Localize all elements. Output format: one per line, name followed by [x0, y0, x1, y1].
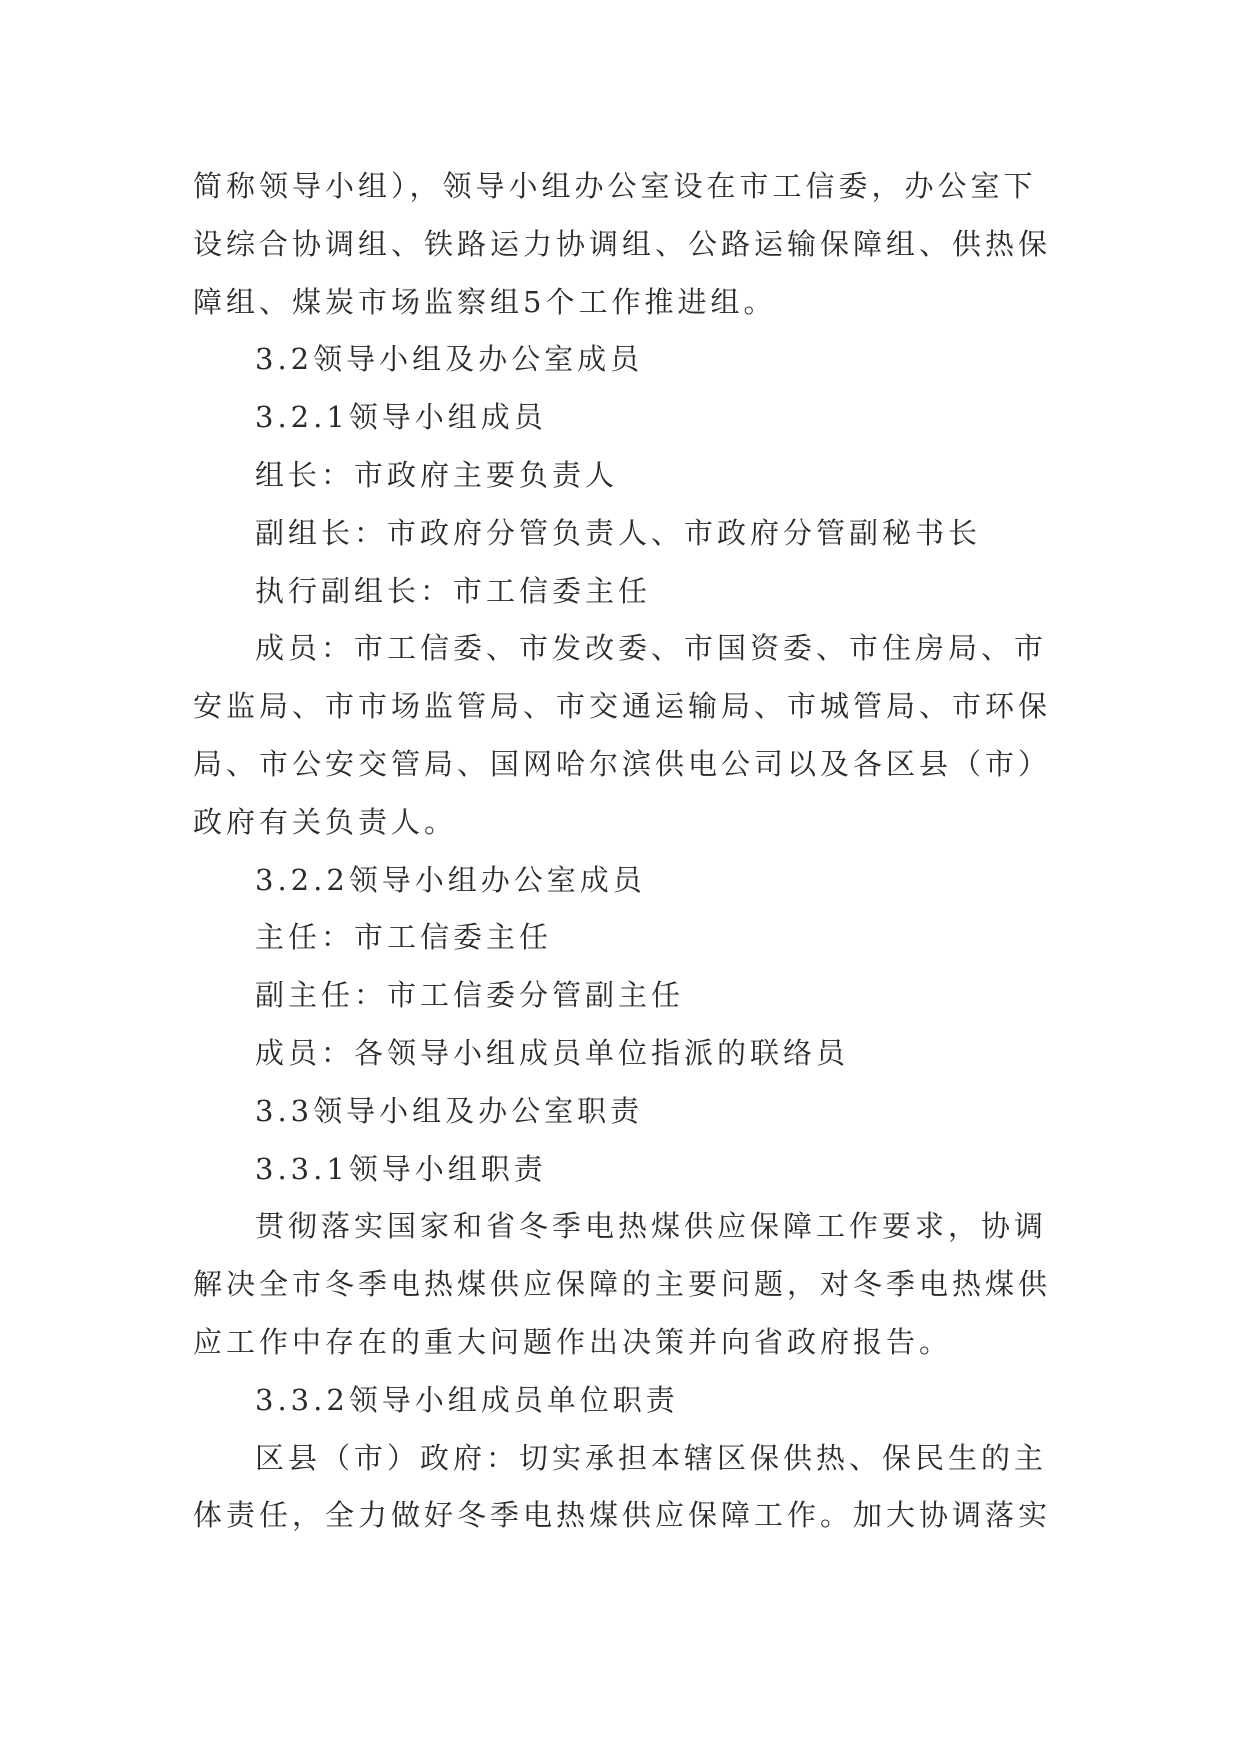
text-line: 组长：市政府主要负责人 — [255, 457, 619, 492]
text-line: 区县（市）政府：切实承担本辖区保供热、保民生的主 — [255, 1440, 1048, 1475]
text-line: 政府有关负责人。 — [193, 804, 458, 839]
text-line: 副主任：市工信委分管副主任 — [255, 978, 685, 1013]
text-line: 成员：各领导小组成员单位指派的联络员 — [255, 1035, 850, 1070]
text-line: 局、市公安交管局、国网哈尔滨供电公司以及各区县（市） — [193, 746, 1052, 781]
text-line: 安监局、市市场监管局、市交通运输局、市城管局、市环保 — [193, 689, 1052, 724]
text-line: 解决全市冬季电热煤供应保障的主要问题，对冬季电热煤供 — [193, 1267, 1052, 1302]
subsection-heading: 3.2.2领导小组办公室成员 — [255, 862, 646, 897]
section-heading: 3.2领导小组及办公室成员 — [255, 342, 644, 377]
text-line: 贯彻落实国家和省冬季电热煤供应保障工作要求，协调 — [255, 1209, 1048, 1244]
section-heading: 3.3领导小组及办公室职责 — [255, 1093, 644, 1128]
text-line: 主任：市工信委主任 — [255, 920, 553, 955]
text-line: 执行副组长：市工信委主任 — [255, 573, 652, 608]
text-line: 成员：市工信委、市发改委、市国资委、市住房局、市 — [255, 631, 1048, 666]
text-line: 应工作中存在的重大问题作出决策并向省政府报告。 — [193, 1324, 953, 1359]
document-body — [193, 158, 1052, 1545]
subsection-heading: 3.2.1领导小组成员 — [255, 400, 547, 435]
text-line: 简称领导小组），领导小组办公室设在市工信委，办公室下 — [193, 169, 1037, 203]
subsection-heading: 3.3.1领导小组职责 — [255, 1151, 547, 1186]
text-line: 副组长：市政府分管负责人、市政府分管副秘书长 — [255, 515, 982, 550]
text-line: 体责任，全力做好冬季电热煤供应保障工作。加大协调落实 — [193, 1498, 1052, 1533]
text-line: 障组、煤炭市场监察组5个工作推进组。 — [193, 284, 777, 319]
subsection-heading: 3.3.2领导小组成员单位职责 — [255, 1382, 679, 1417]
text-line: 设综合协调组、铁路运力协调组、公路运输保障组、供热保 — [193, 226, 1052, 261]
